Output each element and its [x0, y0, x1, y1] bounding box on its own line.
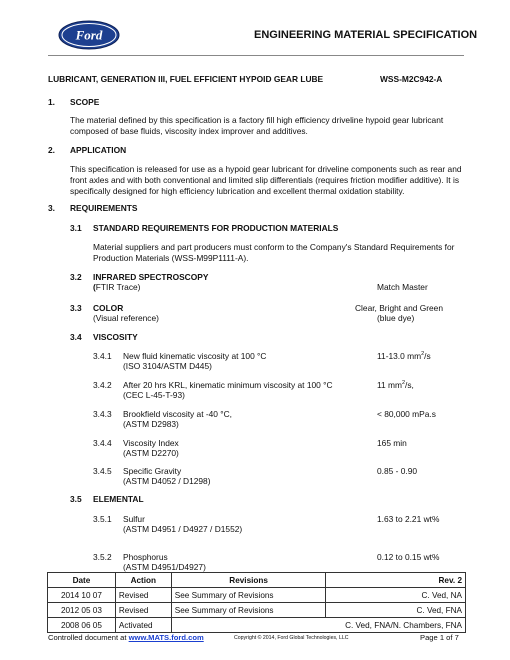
- v-tail: /s,: [405, 380, 414, 390]
- item-label: Sulfur: [123, 514, 145, 524]
- table-row: [48, 588, 466, 603]
- subsection-sub: [93, 282, 140, 293]
- cell-desc-by: C. Ved, FNA/N. Chambers, FNA: [171, 618, 465, 633]
- cell-date: 2008 06 05: [48, 618, 116, 633]
- item-num: 3.4.1: [93, 351, 112, 361]
- text-line: front axles and with both conventional and limited slip differentials (requires friction modifier additive). It is: [70, 175, 460, 185]
- application-paragraph: [70, 164, 468, 197]
- text-line: This specification is released for use as a hypoid gear lubricant for driveline components such as rear and: [70, 164, 462, 174]
- mats-link[interactable]: www.MATS.ford.com: [128, 633, 204, 642]
- item-method: (ASTM D2270): [123, 448, 179, 458]
- section-title-application: APPLICATION: [70, 145, 127, 155]
- subsection-num: 3.3: [70, 303, 82, 313]
- text-line: Material suppliers and part producers must conform to the Company's Standard Requirements for: [93, 242, 455, 252]
- subsection-num: 3.1: [70, 223, 82, 233]
- item-num: 3.5.2: [93, 552, 112, 562]
- section-num: 2.: [48, 145, 55, 155]
- text-line: Production Materials (WSS-M99P1111-A).: [93, 253, 249, 263]
- subsection-num: 3.5: [70, 494, 82, 504]
- item-label: Viscosity Index: [123, 438, 179, 448]
- item-method: (CEC L-45-T-93): [123, 390, 185, 400]
- item-num: 3.4.5: [93, 466, 112, 476]
- item-method: (ASTM D4951/D4927): [123, 562, 206, 572]
- item-num: 3.5.1: [93, 514, 112, 524]
- section-num: 3.: [48, 203, 55, 213]
- sup: 2: [401, 380, 406, 387]
- item-value: [377, 380, 414, 391]
- table-row: [48, 618, 466, 633]
- table-row: [48, 603, 466, 618]
- item-label: Phosphorus: [123, 552, 168, 562]
- subsection-sub: (Visual reference): [93, 313, 159, 323]
- svg-text:Ford: Ford: [75, 27, 103, 43]
- page-title: ENGINEERING MATERIAL SPECIFICATION: [254, 29, 478, 41]
- item-value: < 80,000 mPa.s: [377, 409, 436, 419]
- cell-desc: See Summary of Revisions: [171, 588, 326, 603]
- spec-value: Clear, Bright and Green: [355, 303, 443, 313]
- paren: (: [93, 282, 96, 292]
- footer-copyright: Copyright © 2014, Ford Global Technologies, LLC: [234, 635, 349, 641]
- col-header-rev: Rev. 2: [326, 573, 466, 588]
- subsection-title: VISCOSITY: [93, 332, 138, 342]
- item-value: 165 min: [377, 438, 407, 448]
- cell-by: C. Ved, NA: [326, 588, 466, 603]
- col-header-revisions: Revisions: [171, 573, 326, 588]
- col-header-date: Date: [48, 573, 116, 588]
- item-value: 0.85 - 0.90: [377, 466, 418, 476]
- subsection-num: 3.4: [70, 332, 82, 342]
- text-line: The material defined by this specification is a factory fill high efficiency driveline hypoid gear lubricant: [70, 115, 444, 125]
- col-header-action: Action: [115, 573, 171, 588]
- text: FTIR Trace): [95, 282, 141, 292]
- item-method: (ISO 3104/ASTM D445): [123, 361, 212, 371]
- table-header-row: [48, 573, 466, 588]
- text-line: specifically designed for high efficiency lubrication and excellent thermal oxidation stability.: [70, 186, 405, 196]
- item-num: 3.4.4: [93, 438, 112, 448]
- subsection-title: INFRARED SPECTROSCOPY: [93, 272, 209, 282]
- item-label: Specific Gravity: [123, 466, 182, 476]
- v: 11 mm: [377, 380, 402, 390]
- item-label: New fluid kinematic viscosity at 100 °C: [123, 351, 267, 361]
- v: 11-13.0 mm: [377, 351, 422, 361]
- cell-date: 2014 10 07: [48, 588, 116, 603]
- revision-table: [47, 572, 466, 633]
- cell-date: 2012 05 03: [48, 603, 116, 618]
- footer-prefix: Controlled document at: [48, 633, 129, 642]
- item-value: 1.63 to 2.21 wt%: [377, 514, 440, 524]
- doc-name: LUBRICANT, GENERATION III, FUEL EFFICIENT HYPOID GEAR LUBE: [48, 74, 324, 84]
- section-num: 1.: [48, 97, 55, 107]
- spec-value-note: (blue dye): [377, 313, 415, 323]
- item-method: (ASTM D4052 / D1298): [123, 476, 211, 486]
- subsection-num: 3.2: [70, 272, 82, 282]
- item-label: After 20 hrs KRL, kinematic minimum viscosity at 100 °C: [123, 380, 333, 390]
- subsection-title: ELEMENTAL: [93, 494, 144, 504]
- item-value: [377, 351, 431, 362]
- spec-value: Match Master: [377, 282, 428, 292]
- cell-desc: See Summary of Revisions: [171, 603, 326, 618]
- item-num: 3.4.3: [93, 409, 112, 419]
- cell-action: Revised: [115, 588, 171, 603]
- item-method: (ASTM D2983): [123, 419, 179, 429]
- footer-controlled: [48, 633, 204, 642]
- page-number: Page 1 of 7: [420, 633, 459, 642]
- item-label: Brookfield viscosity at -40 °C,: [123, 409, 233, 419]
- cell-by: C. Ved, FNA: [326, 603, 466, 618]
- subsection-title: STANDARD REQUIREMENTS FOR PRODUCTION MATERIALS: [93, 223, 339, 233]
- scope-paragraph: [70, 115, 468, 137]
- subsection-title: COLOR: [93, 303, 124, 313]
- section-title-scope: SCOPE: [70, 97, 100, 107]
- doc-number: WSS-M2C942-A: [380, 74, 443, 84]
- cell-action: Activated: [115, 618, 171, 633]
- item-value: 0.12 to 0.15 wt%: [377, 552, 440, 562]
- v-tail: /s: [424, 351, 431, 361]
- header-divider: [48, 55, 464, 56]
- item-method: (ASTM D4951 / D4927 / D1552): [123, 524, 243, 534]
- cell-action: Revised: [115, 603, 171, 618]
- section-title-requirements: REQUIREMENTS: [70, 203, 138, 213]
- ford-logo: [58, 20, 120, 50]
- s31-paragraph: [93, 242, 468, 264]
- item-num: 3.4.2: [93, 380, 112, 390]
- text-line: composed of base fluids, viscosity index improver and additives.: [70, 126, 308, 136]
- sup: 2: [421, 351, 425, 358]
